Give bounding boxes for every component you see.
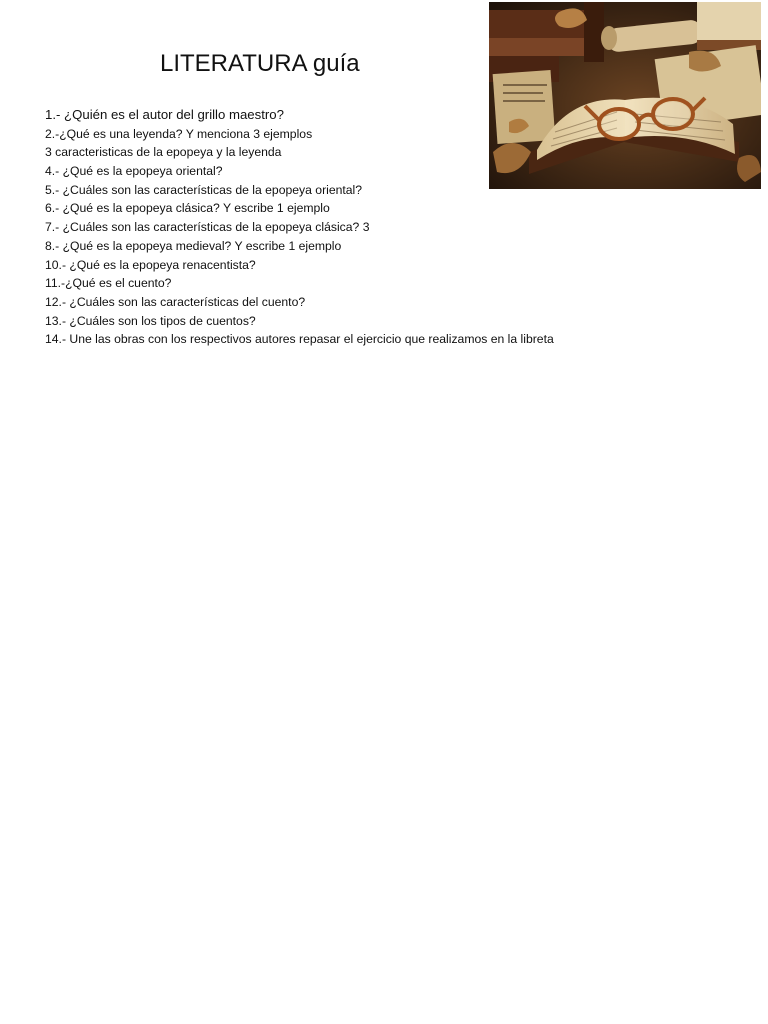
question-list	[45, 106, 554, 349]
list-item: 4.- ¿Qué es la epopeya oriental?	[45, 164, 223, 179]
list-item: 6.- ¿Qué es la epopeya clásica? Y escribe 1 ejemplo	[45, 201, 330, 216]
list-item: 12.- ¿Cuáles son las características del cuento?	[45, 294, 306, 309]
list-item: 7.- ¿Cuáles son las características de la epopeya clásica? 3	[45, 220, 370, 235]
list-item: 1.- ¿Quién es el autor del grillo maestro?	[45, 107, 284, 122]
list-item: 13.- ¿Cuáles son los tipos de cuentos?	[45, 313, 256, 328]
page-title: LITERATURA guía	[160, 50, 360, 77]
list-item: 3 caracteristicas de la epopeya y la leyenda	[45, 145, 282, 160]
list-item: 10.- ¿Qué es la epopeya renacentista?	[45, 257, 256, 272]
list-item: 5.- ¿Cuáles son las características de la epopeya oriental?	[45, 182, 363, 197]
list-item: 8.- ¿Qué es la epopeya medieval? Y escribe 1 ejemplo	[45, 238, 342, 253]
list-item: 14.- Une las obras con los respectivos autores repasar el ejercicio que realizamos en la libreta	[45, 332, 554, 347]
list-item: 11.-¿Qué es el cuento?	[45, 276, 172, 291]
books-and-glasses-illustration	[489, 2, 761, 189]
list-item: 2.-¿Qué es una leyenda? Y menciona 3 ejemplos	[45, 126, 313, 141]
